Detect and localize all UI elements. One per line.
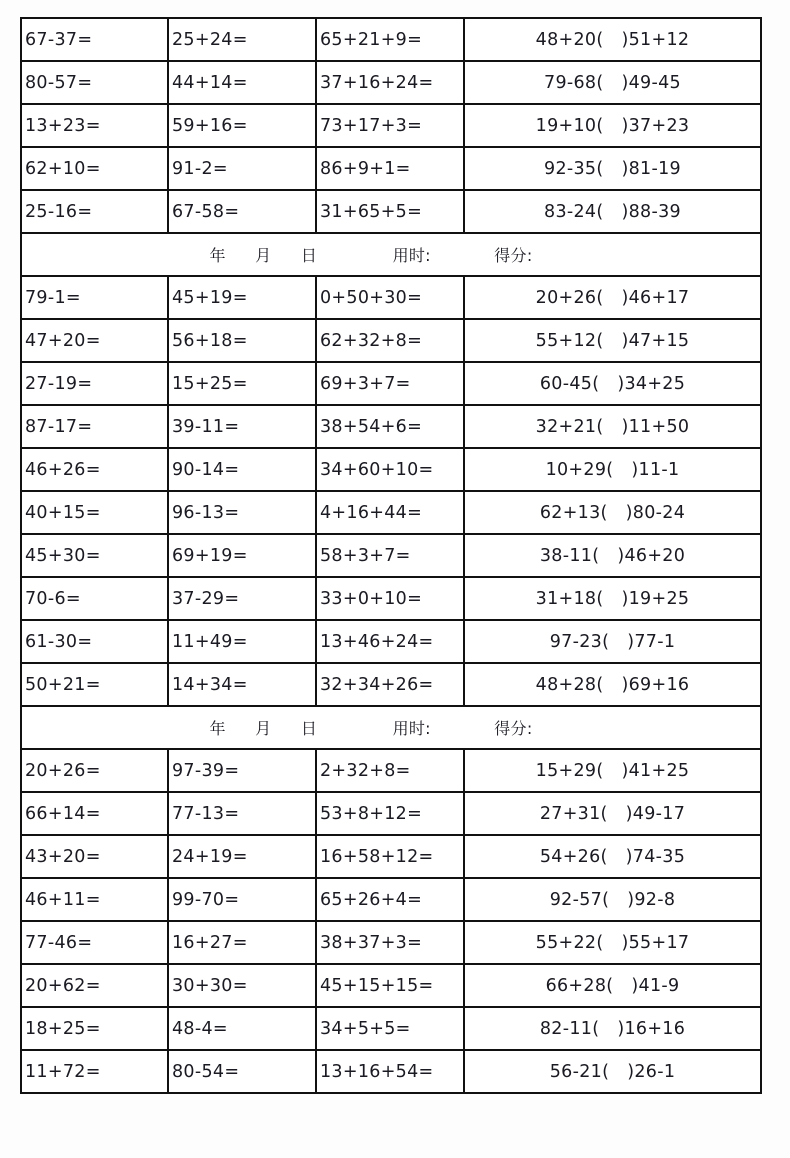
problem-cell-col1[interactable] bbox=[21, 491, 168, 534]
problem-text: 90-14= bbox=[172, 459, 240, 480]
problem-cell-col1[interactable] bbox=[21, 448, 168, 491]
problem-text: 31+65+5= bbox=[320, 201, 423, 222]
comparison-right: )49-45 bbox=[621, 72, 681, 93]
problem-row bbox=[21, 1050, 761, 1093]
comparison-left: 60-45( bbox=[539, 373, 600, 394]
problem-cell-col2[interactable] bbox=[168, 362, 316, 405]
problem-text: 15+25= bbox=[172, 373, 248, 394]
comparison-left: 27+31( bbox=[539, 803, 608, 824]
problem-text: 14+34= bbox=[172, 674, 248, 695]
comparison-right: )49-17 bbox=[625, 803, 686, 824]
comparison-cell[interactable] bbox=[464, 620, 761, 663]
problem-cell-col2[interactable] bbox=[168, 61, 316, 104]
comparison-cell[interactable] bbox=[464, 1050, 761, 1093]
comparison-left: 62+13( bbox=[539, 502, 608, 523]
problem-cell-col2[interactable] bbox=[168, 749, 316, 792]
problem-text: 96-13= bbox=[172, 502, 240, 523]
problem-cell-col2[interactable] bbox=[168, 620, 316, 663]
problem-cell-col3[interactable] bbox=[316, 61, 464, 104]
comparison-cell[interactable] bbox=[464, 663, 761, 706]
problem-cell-col1[interactable] bbox=[21, 319, 168, 362]
comparison-cell[interactable] bbox=[464, 792, 761, 835]
comparison-cell[interactable] bbox=[464, 147, 761, 190]
problem-cell-col2[interactable] bbox=[168, 18, 316, 61]
problem-text: 11+72= bbox=[25, 1061, 101, 1082]
problem-cell-col3[interactable] bbox=[316, 491, 464, 534]
problem-row bbox=[21, 921, 761, 964]
problem-cell-col1[interactable] bbox=[21, 1007, 168, 1050]
problem-cell-col3[interactable] bbox=[316, 190, 464, 233]
problem-cell-col3[interactable] bbox=[316, 1007, 464, 1050]
comparison-cell[interactable] bbox=[464, 61, 761, 104]
header-cell bbox=[21, 706, 761, 749]
comparison-right: )41+25 bbox=[621, 760, 690, 781]
comparison-cell[interactable] bbox=[464, 534, 761, 577]
comparison-cell[interactable] bbox=[464, 190, 761, 233]
problem-cell-col3[interactable] bbox=[316, 749, 464, 792]
problem-cell-col1[interactable] bbox=[21, 104, 168, 147]
problem-cell-col1[interactable] bbox=[21, 663, 168, 706]
problem-text: 13+23= bbox=[25, 115, 101, 136]
problem-text: 65+21+9= bbox=[320, 29, 423, 50]
problem-cell-col1[interactable] bbox=[21, 405, 168, 448]
problem-text: 18+25= bbox=[25, 1018, 101, 1039]
problem-text: 4+16+44= bbox=[320, 502, 423, 523]
comparison-left: 38-11( bbox=[539, 545, 600, 566]
problem-cell-col1[interactable] bbox=[21, 792, 168, 835]
problem-cell-col2[interactable] bbox=[168, 792, 316, 835]
problem-text: 13+16+54= bbox=[320, 1061, 434, 1082]
problem-text: 99-70= bbox=[172, 889, 240, 910]
day-label: 日 bbox=[300, 719, 318, 738]
problem-text: 44+14= bbox=[172, 72, 248, 93]
arithmetic-worksheet-table bbox=[20, 17, 762, 1094]
comparison-right: )46+20 bbox=[617, 545, 686, 566]
problem-text: 0+50+30= bbox=[320, 287, 423, 308]
comparison-right: )41-9 bbox=[631, 975, 680, 996]
problem-text: 11+49= bbox=[172, 631, 248, 652]
problem-cell-col1[interactable] bbox=[21, 61, 168, 104]
problem-cell-col2[interactable] bbox=[168, 104, 316, 147]
problem-text: 16+27= bbox=[172, 932, 248, 953]
comparison-left: 92-35( bbox=[544, 158, 604, 179]
problem-cell-col2[interactable] bbox=[168, 147, 316, 190]
problem-cell-col1[interactable] bbox=[21, 534, 168, 577]
problem-text: 24+19= bbox=[172, 846, 248, 867]
problem-text: 13+46+24= bbox=[320, 631, 434, 652]
problem-text: 20+26= bbox=[25, 760, 101, 781]
problem-text: 79-1= bbox=[25, 287, 81, 308]
comparison-left: 79-68( bbox=[544, 72, 604, 93]
problem-text: 50+21= bbox=[25, 674, 101, 695]
comparison-left: 97-23( bbox=[549, 631, 610, 652]
comparison-cell[interactable] bbox=[464, 18, 761, 61]
comparison-cell[interactable] bbox=[464, 491, 761, 534]
comparison-cell[interactable] bbox=[464, 104, 761, 147]
problem-row bbox=[21, 620, 761, 663]
problem-cell-col3[interactable] bbox=[316, 1050, 464, 1093]
problem-cell-col3[interactable] bbox=[316, 448, 464, 491]
problem-row bbox=[21, 1007, 761, 1050]
comparison-right: )88-39 bbox=[621, 201, 681, 222]
comparison-cell[interactable] bbox=[464, 405, 761, 448]
problem-row bbox=[21, 104, 761, 147]
problem-cell-col2[interactable] bbox=[168, 190, 316, 233]
comparison-left: 20+26( bbox=[535, 287, 604, 308]
comparison-left: 83-24( bbox=[544, 201, 604, 222]
problem-cell-col1[interactable] bbox=[21, 190, 168, 233]
comparison-right: )80-24 bbox=[625, 502, 686, 523]
comparison-left: 48+20( bbox=[535, 29, 604, 50]
problem-cell-col3[interactable] bbox=[316, 577, 464, 620]
comparison-right: )46+17 bbox=[621, 287, 690, 308]
comparison-left: 54+26( bbox=[539, 846, 608, 867]
time-used-label: 用时: bbox=[392, 719, 431, 738]
problem-cell-col1[interactable] bbox=[21, 362, 168, 405]
comparison-right: )26-1 bbox=[627, 1061, 676, 1082]
problem-text: 45+30= bbox=[25, 545, 101, 566]
problem-cell-col3[interactable] bbox=[316, 534, 464, 577]
month-label: 月 bbox=[255, 246, 272, 265]
comparison-right: )55+17 bbox=[621, 932, 690, 953]
problem-cell-col2[interactable] bbox=[168, 835, 316, 878]
comparison-left: 55+12( bbox=[535, 330, 604, 351]
problem-cell-col1[interactable] bbox=[21, 964, 168, 1007]
problem-text: 46+26= bbox=[25, 459, 101, 480]
comparison-left: 31+18( bbox=[535, 588, 604, 609]
problem-cell-col2[interactable] bbox=[168, 534, 316, 577]
problem-row bbox=[21, 362, 761, 405]
problem-text: 87-17= bbox=[25, 416, 93, 437]
problem-text: 38+54+6= bbox=[320, 416, 423, 437]
problem-text: 16+58+12= bbox=[320, 846, 434, 867]
problem-text: 40+15= bbox=[25, 502, 101, 523]
problem-cell-col2[interactable] bbox=[168, 663, 316, 706]
problem-row bbox=[21, 319, 761, 362]
problem-text: 91-2= bbox=[172, 158, 228, 179]
problem-text: 77-13= bbox=[172, 803, 240, 824]
problem-text: 45+15+15= bbox=[320, 975, 434, 996]
comparison-left: 32+21( bbox=[535, 416, 604, 437]
date-time-score-header bbox=[21, 706, 761, 749]
problem-text: 46+11= bbox=[25, 889, 101, 910]
problem-cell-col2[interactable] bbox=[168, 276, 316, 319]
problem-cell-col1[interactable] bbox=[21, 620, 168, 663]
comparison-right: )74-35 bbox=[625, 846, 686, 867]
problem-text: 30+30= bbox=[172, 975, 248, 996]
problem-cell-col3[interactable] bbox=[316, 405, 464, 448]
problem-text: 37+16+24= bbox=[320, 72, 434, 93]
problem-cell-col3[interactable] bbox=[316, 276, 464, 319]
problem-text: 32+34+26= bbox=[320, 674, 434, 695]
problem-text: 66+14= bbox=[25, 803, 101, 824]
comparison-cell[interactable] bbox=[464, 1007, 761, 1050]
problem-text: 67-58= bbox=[172, 201, 240, 222]
problem-text: 53+8+12= bbox=[320, 803, 423, 824]
header-cell bbox=[21, 233, 761, 276]
comparison-left: 55+22( bbox=[535, 932, 604, 953]
problem-cell-col1[interactable] bbox=[21, 1050, 168, 1093]
comparison-right: )92-8 bbox=[627, 889, 676, 910]
problem-row bbox=[21, 405, 761, 448]
comparison-cell[interactable] bbox=[464, 577, 761, 620]
comparison-left: 10+29( bbox=[545, 459, 614, 480]
problem-text: 39-11= bbox=[172, 416, 240, 437]
problem-text: 58+3+7= bbox=[320, 545, 411, 566]
problem-cell-col3[interactable] bbox=[316, 362, 464, 405]
problem-cell-col3[interactable] bbox=[316, 964, 464, 1007]
problem-cell-col2[interactable] bbox=[168, 448, 316, 491]
problem-text: 33+0+10= bbox=[320, 588, 423, 609]
problem-cell-col2[interactable] bbox=[168, 921, 316, 964]
problem-text: 56+18= bbox=[172, 330, 248, 351]
problem-row bbox=[21, 964, 761, 1007]
problem-cell-col2[interactable] bbox=[168, 405, 316, 448]
problem-text: 80-54= bbox=[172, 1061, 240, 1082]
problem-row bbox=[21, 835, 761, 878]
problem-text: 43+20= bbox=[25, 846, 101, 867]
problem-row bbox=[21, 663, 761, 706]
comparison-left: 92-57( bbox=[549, 889, 610, 910]
comparison-right: )77-1 bbox=[627, 631, 676, 652]
problem-text: 38+37+3= bbox=[320, 932, 423, 953]
problem-cell-col2[interactable] bbox=[168, 491, 316, 534]
problem-text: 86+9+1= bbox=[320, 158, 411, 179]
problem-row bbox=[21, 18, 761, 61]
comparison-cell[interactable] bbox=[464, 921, 761, 964]
problem-text: 97-39= bbox=[172, 760, 240, 781]
problem-cell-col3[interactable] bbox=[316, 663, 464, 706]
problem-text: 69+3+7= bbox=[320, 373, 411, 394]
comparison-cell[interactable] bbox=[464, 319, 761, 362]
problem-cell-col2[interactable] bbox=[168, 1050, 316, 1093]
year-label: 年 bbox=[209, 719, 226, 738]
problem-row bbox=[21, 749, 761, 792]
score-label: 得分: bbox=[494, 719, 533, 738]
problem-text: 80-57= bbox=[25, 72, 93, 93]
problem-text: 27-19= bbox=[25, 373, 93, 394]
comparison-left: 19+10( bbox=[535, 115, 604, 136]
problem-cell-col3[interactable] bbox=[316, 792, 464, 835]
problem-row bbox=[21, 276, 761, 319]
problem-cell-col3[interactable] bbox=[316, 835, 464, 878]
comparison-left: 82-11( bbox=[539, 1018, 600, 1039]
month-label: 月 bbox=[255, 719, 272, 738]
problem-text: 65+26+4= bbox=[320, 889, 423, 910]
problem-row bbox=[21, 448, 761, 491]
problem-text: 47+20= bbox=[25, 330, 101, 351]
problem-row bbox=[21, 792, 761, 835]
time-used-label: 用时: bbox=[392, 246, 431, 265]
problem-row bbox=[21, 534, 761, 577]
comparison-cell[interactable] bbox=[464, 276, 761, 319]
comparison-cell[interactable] bbox=[464, 878, 761, 921]
problem-cell-col1[interactable] bbox=[21, 577, 168, 620]
problem-text: 2+32+8= bbox=[320, 760, 411, 781]
problem-cell-col1[interactable] bbox=[21, 921, 168, 964]
comparison-cell[interactable] bbox=[464, 835, 761, 878]
problem-cell-col1[interactable] bbox=[21, 18, 168, 61]
problem-text: 45+19= bbox=[172, 287, 248, 308]
problem-cell-col3[interactable] bbox=[316, 878, 464, 921]
day-label: 日 bbox=[300, 246, 318, 265]
problem-cell-col3[interactable] bbox=[316, 921, 464, 964]
problem-cell-col1[interactable] bbox=[21, 276, 168, 319]
problem-text: 37-29= bbox=[172, 588, 240, 609]
problem-text: 77-46= bbox=[25, 932, 93, 953]
problem-text: 34+60+10= bbox=[320, 459, 434, 480]
comparison-left: 15+29( bbox=[535, 760, 604, 781]
problem-cell-col2[interactable] bbox=[168, 577, 316, 620]
problem-row bbox=[21, 878, 761, 921]
problem-row bbox=[21, 147, 761, 190]
comparison-right: )16+16 bbox=[617, 1018, 686, 1039]
problem-text: 67-37= bbox=[25, 29, 93, 50]
comparison-right: )11-1 bbox=[631, 459, 680, 480]
problem-cell-col3[interactable] bbox=[316, 147, 464, 190]
comparison-right: )34+25 bbox=[617, 373, 686, 394]
problem-text: 70-6= bbox=[25, 588, 81, 609]
problem-cell-col1[interactable] bbox=[21, 835, 168, 878]
comparison-cell[interactable] bbox=[464, 749, 761, 792]
problem-text: 61-30= bbox=[25, 631, 93, 652]
problem-text: 69+19= bbox=[172, 545, 248, 566]
comparison-cell[interactable] bbox=[464, 362, 761, 405]
comparison-right: )47+15 bbox=[621, 330, 690, 351]
comparison-right: )37+23 bbox=[621, 115, 690, 136]
comparison-right: )81-19 bbox=[621, 158, 681, 179]
comparison-right: )11+50 bbox=[621, 416, 690, 437]
problem-text: 25+24= bbox=[172, 29, 248, 50]
comparison-right: )51+12 bbox=[621, 29, 690, 50]
problem-cell-col1[interactable] bbox=[21, 878, 168, 921]
problem-text: 48-4= bbox=[172, 1018, 228, 1039]
problem-cell-col3[interactable] bbox=[316, 319, 464, 362]
comparison-right: )69+16 bbox=[621, 674, 690, 695]
problem-text: 62+32+8= bbox=[320, 330, 423, 351]
problem-cell-col1[interactable] bbox=[21, 147, 168, 190]
problem-cell-col2[interactable] bbox=[168, 964, 316, 1007]
problem-cell-col3[interactable] bbox=[316, 18, 464, 61]
worksheet-body bbox=[21, 18, 761, 1093]
problem-row bbox=[21, 577, 761, 620]
score-label: 得分: bbox=[494, 246, 533, 265]
comparison-left: 56-21( bbox=[549, 1061, 610, 1082]
problem-text: 73+17+3= bbox=[320, 115, 423, 136]
problem-text: 59+16= bbox=[172, 115, 248, 136]
comparison-left: 66+28( bbox=[545, 975, 614, 996]
comparison-cell[interactable] bbox=[464, 448, 761, 491]
problem-cell-col2[interactable] bbox=[168, 878, 316, 921]
problem-text: 20+62= bbox=[25, 975, 101, 996]
problem-text: 25-16= bbox=[25, 201, 93, 222]
problem-row bbox=[21, 491, 761, 534]
problem-cell-col2[interactable] bbox=[168, 1007, 316, 1050]
date-time-score-header bbox=[21, 233, 761, 276]
problem-row bbox=[21, 61, 761, 104]
problem-cell-col2[interactable] bbox=[168, 319, 316, 362]
problem-row bbox=[21, 190, 761, 233]
year-label: 年 bbox=[209, 246, 226, 265]
problem-text: 62+10= bbox=[25, 158, 101, 179]
comparison-right: )19+25 bbox=[621, 588, 690, 609]
problem-cell-col1[interactable] bbox=[21, 749, 168, 792]
comparison-cell[interactable] bbox=[464, 964, 761, 1007]
problem-cell-col3[interactable] bbox=[316, 620, 464, 663]
problem-cell-col3[interactable] bbox=[316, 104, 464, 147]
problem-text: 34+5+5= bbox=[320, 1018, 411, 1039]
comparison-left: 48+28( bbox=[535, 674, 604, 695]
